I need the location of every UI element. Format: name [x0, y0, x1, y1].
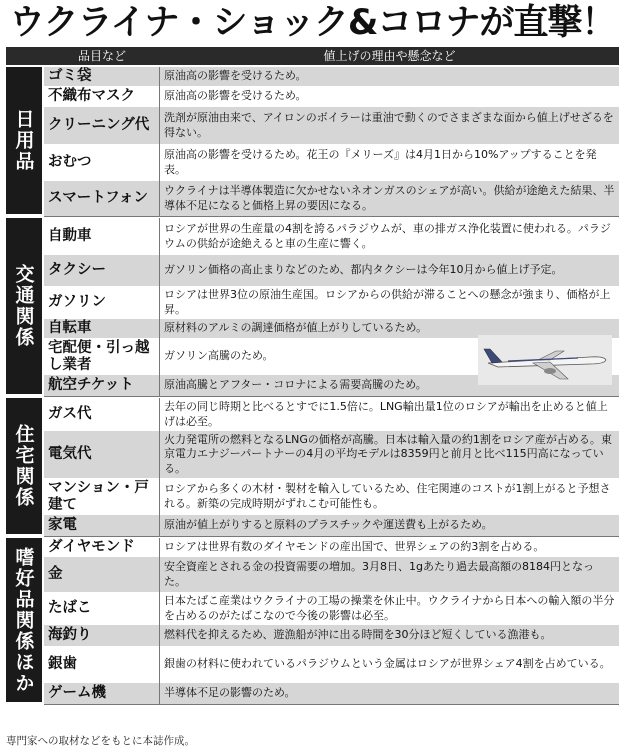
category-label: [6, 218, 42, 394]
airplane-image: [478, 335, 612, 385]
item-name: ガス代: [44, 398, 160, 431]
item-name: 銀歯: [44, 646, 160, 683]
category-name: 嗜好品関係ほか: [12, 546, 35, 694]
item-reason: 原油高の影響を受けるため。: [164, 89, 307, 103]
item-name: 海釣り: [44, 625, 160, 646]
item-reason: 原油が値上がりすると原料のプラスチックや運送費も上がるため。: [164, 518, 493, 532]
item-name: たばこ: [44, 592, 160, 625]
item-name: マンション・戸建て: [44, 478, 160, 515]
item-reason: ガソリン価格の高止まりなどのため、都内タクシーは今年10月から値上げ予定。: [164, 263, 563, 277]
page-title: ウクライナ・ショック&コロナが直撃！: [9, 3, 616, 43]
item-reason: ロシアが世界の生産量の4割を誇るパラジウムが、車の排ガス浄化装置に使われる。パラジウムの供給が途絶えると車の生産に響く。: [164, 222, 611, 250]
item-reason: 原油高の影響を受けるため。花王の『メリーズ』は4月1日から10%アップすることを発表。: [164, 148, 597, 176]
category-label: [6, 67, 42, 214]
item-reason: 原油高の影響を受けるため。: [164, 69, 307, 83]
item-name: 不織布マスク: [44, 86, 160, 107]
header-spacer: [6, 47, 44, 65]
item-name: クリーニング代: [44, 107, 160, 144]
item-name: ゲーム機: [44, 683, 160, 704]
item-reason: 安全資産とされる金の投資需要の増加。3月8日、1gあたり過去最高額の8184円となった。: [164, 560, 594, 588]
item-reason: 原材料のアルミの調達価格が値上がりしているため。: [164, 321, 428, 335]
item-reason: 銀歯の材料に使われているパラジウムという金属はロシアが世界シェア4割を占めている。: [164, 657, 611, 671]
table-row: [44, 144, 619, 182]
item-name: スマートフォン: [44, 181, 160, 216]
header-item: 品目など: [77, 49, 126, 63]
table-row: [44, 67, 619, 87]
item-reason: ガソリン高騰のため。: [164, 349, 274, 363]
price-table: [6, 47, 619, 730]
item-name: 家電: [44, 515, 160, 536]
table-row: [44, 431, 619, 479]
table-header: [6, 47, 619, 65]
table-row: [44, 86, 619, 108]
table-row: [44, 557, 619, 593]
item-reason: ロシアは世界有数のダイヤモンドの産出国で、世界シェアの約3割を占める。: [164, 540, 545, 554]
table-row: [44, 181, 619, 217]
item-reason: 火力発電所の燃料となるLNGの価格が高騰。日本は輸入量の約1割をロシア産が占める。東京電力エナジーパートナーの4月の平均モデルは8359円と前月と比べ115円高になっている。: [164, 432, 612, 475]
category-label: [6, 398, 42, 534]
category-name: 交通関係: [12, 264, 35, 348]
item-reason: 日本たばこ産業はウクライナの工場の操業を休止中。ウクライナから日本への輸入額の半分を占めるのがたばこなので今後の影響は必至。: [164, 594, 615, 622]
table-row: [44, 683, 619, 705]
item-name: ガソリン: [44, 286, 160, 319]
table-row: [44, 286, 619, 320]
table-row: [44, 592, 619, 626]
table-row: [44, 625, 619, 647]
item-name: 自動車: [44, 218, 160, 255]
item-name: 金: [44, 557, 160, 592]
item-name: ダイヤモンド: [44, 538, 160, 557]
table-body: [6, 67, 619, 730]
table-row: [44, 218, 619, 256]
table-row: [44, 478, 619, 516]
category-name: 住宅関係: [12, 424, 35, 508]
item-name: 電気代: [44, 431, 160, 478]
table-row: [44, 538, 619, 558]
table-row: [44, 515, 619, 537]
table-row: [44, 646, 619, 684]
item-name: 自転車: [44, 319, 160, 338]
category-label: [6, 538, 42, 702]
item-reason: ロシアから多くの木材・製材を輸入しているため、住宅関連のコストが1割上がると予想される。新築の完成時期がずれこむ可能性も。: [164, 482, 611, 510]
item-reason: ロシアは世界3位の原油生産国。ロシアからの供給が滞ることへの懸念が強まり、価格が上昇。: [164, 288, 611, 316]
item-name: 宅配便・引っ越し業者: [44, 338, 160, 375]
item-reason: 原油高騰とアフター・コロナによる需要高騰のため。: [164, 378, 427, 392]
item-reason: 燃料代を抑えるため、遊漁船が沖に出る時間を30分ほど短くしている漁港も。: [164, 628, 552, 642]
category-name: 日用品: [12, 109, 35, 172]
table-row: [44, 107, 619, 145]
item-reason: ウクライナは半導体製造に欠かせないネオンガスのシェアが高い。供給が途絶えた結果、半導体不足になると価格上昇の要因になる。: [164, 184, 615, 212]
item-reason: 去年の同じ時期と比べるとすでに1.5倍に。LNG輸出量1位のロシアが輸出を止めると値上げは必至。: [164, 400, 608, 428]
item-reason: 洗剤が原油由来で、アイロンのボイラーは重油で動くのでさまざまな面から値上げせざるを得ない。: [164, 111, 614, 139]
item-name: ゴミ袋: [44, 67, 160, 86]
item-name: おむつ: [44, 144, 160, 181]
footer-note: 専門家への取材などをもとに本誌作成。: [6, 735, 195, 747]
header-reason: 値上げの理由や懸念など: [323, 49, 456, 63]
table-row: [44, 398, 619, 432]
item-name: タクシー: [44, 255, 160, 286]
table-row: [44, 255, 619, 287]
item-name: 航空チケット: [44, 375, 160, 396]
item-reason: 半導体不足の影響のため。: [164, 686, 296, 700]
